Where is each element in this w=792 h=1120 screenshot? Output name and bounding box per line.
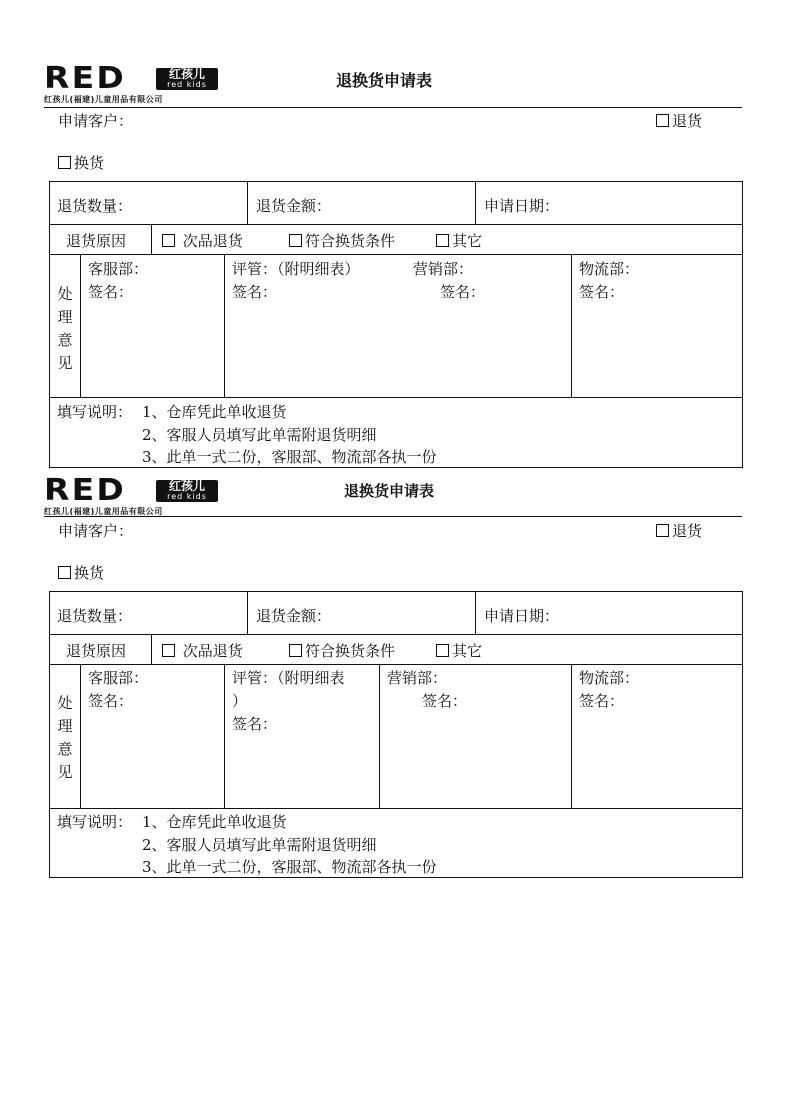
logo-badge bbox=[156, 480, 218, 502]
col-divider bbox=[80, 254, 81, 397]
col-divider bbox=[247, 181, 248, 224]
cs-sign: 签名： bbox=[88, 692, 134, 710]
logo-badge-en: red kids bbox=[167, 492, 207, 501]
col-divider bbox=[571, 254, 572, 397]
exchange-checkbox[interactable] bbox=[58, 156, 71, 169]
return-option-label: 退货 bbox=[672, 112, 703, 130]
marketing-sign: 签名： bbox=[440, 283, 486, 301]
col-divider bbox=[151, 634, 152, 664]
other-checkbox[interactable] bbox=[436, 644, 449, 657]
header-divider bbox=[44, 107, 742, 108]
logistics-dept: 物流部： bbox=[579, 669, 640, 687]
review-dept-cont: ） bbox=[232, 692, 248, 710]
cs-dept: 客服部： bbox=[88, 669, 149, 687]
col-divider bbox=[224, 664, 225, 808]
return-option-label: 退货 bbox=[672, 522, 703, 540]
note-2: 2、客服人员填写此单需附退货明细 bbox=[142, 836, 377, 854]
applicant-label: 申请客户： bbox=[58, 522, 134, 540]
eligible-checkbox[interactable] bbox=[289, 644, 302, 657]
row-divider bbox=[49, 664, 743, 665]
opinion-label: 处理意见 bbox=[57, 694, 73, 781]
company-logo bbox=[44, 473, 219, 520]
company-name: 红孩儿(福建)儿童用品有限公司 bbox=[44, 507, 163, 516]
logo-badge-cn: 红孩儿 bbox=[168, 67, 205, 81]
reason-defective[interactable] bbox=[162, 640, 243, 661]
logo-badge bbox=[156, 68, 218, 90]
reason-other[interactable] bbox=[436, 230, 482, 251]
form-title: 退换货申请表 bbox=[344, 482, 435, 500]
reason-eligible[interactable] bbox=[289, 230, 395, 251]
company-name: 红孩儿(福建)儿童用品有限公司 bbox=[44, 95, 163, 104]
return-amount-field[interactable]: 退货金额： bbox=[256, 607, 332, 625]
form-title: 退换货申请表 bbox=[336, 71, 433, 90]
cs-sign: 签名： bbox=[88, 283, 134, 301]
reason-defective[interactable] bbox=[162, 230, 243, 251]
logistics-sign: 签名： bbox=[579, 283, 625, 301]
note-2: 2、客服人员填写此单需附退货明细 bbox=[142, 426, 377, 444]
reason-eligible[interactable] bbox=[289, 640, 395, 661]
defective-label: 次品退货 bbox=[182, 642, 243, 660]
return-checkbox[interactable] bbox=[656, 114, 669, 127]
col-divider bbox=[247, 591, 248, 634]
reason-other[interactable] bbox=[436, 640, 482, 661]
logo-badge-cn: 红孩儿 bbox=[168, 479, 205, 493]
other-label: 其它 bbox=[452, 642, 483, 660]
notes-label: 填写说明： bbox=[57, 403, 133, 421]
review-sign: 签名： bbox=[232, 283, 278, 301]
return-qty-field[interactable]: 退货数量： bbox=[57, 197, 133, 215]
defective-checkbox[interactable] bbox=[162, 644, 175, 657]
marketing-dept: 营销部： bbox=[387, 669, 448, 687]
return-amount-field[interactable]: 退货金额： bbox=[256, 197, 332, 215]
applicant-label: 申请客户： bbox=[58, 112, 134, 130]
cs-dept: 客服部： bbox=[88, 260, 149, 278]
exchange-checkbox[interactable] bbox=[58, 566, 71, 579]
other-label: 其它 bbox=[452, 232, 483, 250]
eligible-label: 符合换货条件 bbox=[305, 642, 396, 660]
eligible-checkbox[interactable] bbox=[289, 234, 302, 247]
note-3: 3、此单一式二份，客服部、物流部各执一份 bbox=[142, 448, 437, 466]
marketing-sign: 签名： bbox=[422, 692, 468, 710]
eligible-label: 符合换货条件 bbox=[305, 232, 396, 250]
exchange-option[interactable] bbox=[58, 152, 104, 173]
row-divider bbox=[49, 397, 743, 398]
apply-date-field[interactable]: 申请日期： bbox=[484, 607, 560, 625]
col-divider bbox=[151, 224, 152, 254]
note-1: 1、仓库凭此单收退货 bbox=[142, 813, 287, 831]
review-dept: 评管：（附明细表） bbox=[232, 260, 360, 278]
row-divider bbox=[49, 808, 743, 809]
note-1: 1、仓库凭此单收退货 bbox=[142, 403, 287, 421]
return-qty-field[interactable]: 退货数量： bbox=[57, 607, 133, 625]
company-logo bbox=[44, 61, 219, 108]
review-sign: 签名： bbox=[232, 715, 278, 733]
note-3: 3、此单一式二份，客服部、物流部各执一份 bbox=[142, 858, 437, 876]
other-checkbox[interactable] bbox=[436, 234, 449, 247]
defective-label: 次品退货 bbox=[182, 232, 243, 250]
col-divider bbox=[475, 591, 476, 634]
logo-badge-en: red kids bbox=[167, 80, 207, 89]
logo-wordmark: RED bbox=[44, 473, 126, 508]
reason-label: 退货原因 bbox=[66, 642, 127, 660]
marketing-dept: 营销部： bbox=[413, 260, 474, 278]
exchange-option[interactable] bbox=[58, 562, 104, 583]
review-dept: 评管：（附明细表 bbox=[232, 669, 345, 687]
logistics-dept: 物流部： bbox=[579, 260, 640, 278]
return-option[interactable] bbox=[656, 110, 702, 131]
col-divider bbox=[571, 664, 572, 808]
defective-checkbox[interactable] bbox=[162, 234, 175, 247]
exchange-option-label: 换货 bbox=[74, 564, 105, 582]
header-divider bbox=[44, 516, 742, 517]
notes-label: 填写说明： bbox=[57, 813, 133, 831]
exchange-option-label: 换货 bbox=[74, 154, 105, 172]
logo-wordmark: RED bbox=[44, 61, 126, 96]
opinion-label: 处理意见 bbox=[57, 285, 73, 372]
apply-date-field[interactable]: 申请日期： bbox=[484, 197, 560, 215]
row-divider bbox=[49, 634, 743, 635]
row-divider bbox=[49, 224, 743, 225]
col-divider bbox=[80, 664, 81, 808]
row-divider bbox=[49, 254, 743, 255]
return-checkbox[interactable] bbox=[656, 524, 669, 537]
col-divider bbox=[224, 254, 225, 397]
col-divider bbox=[379, 664, 380, 808]
logistics-sign: 签名： bbox=[579, 692, 625, 710]
reason-label: 退货原因 bbox=[66, 232, 127, 250]
return-option[interactable] bbox=[656, 520, 702, 541]
col-divider bbox=[475, 181, 476, 224]
